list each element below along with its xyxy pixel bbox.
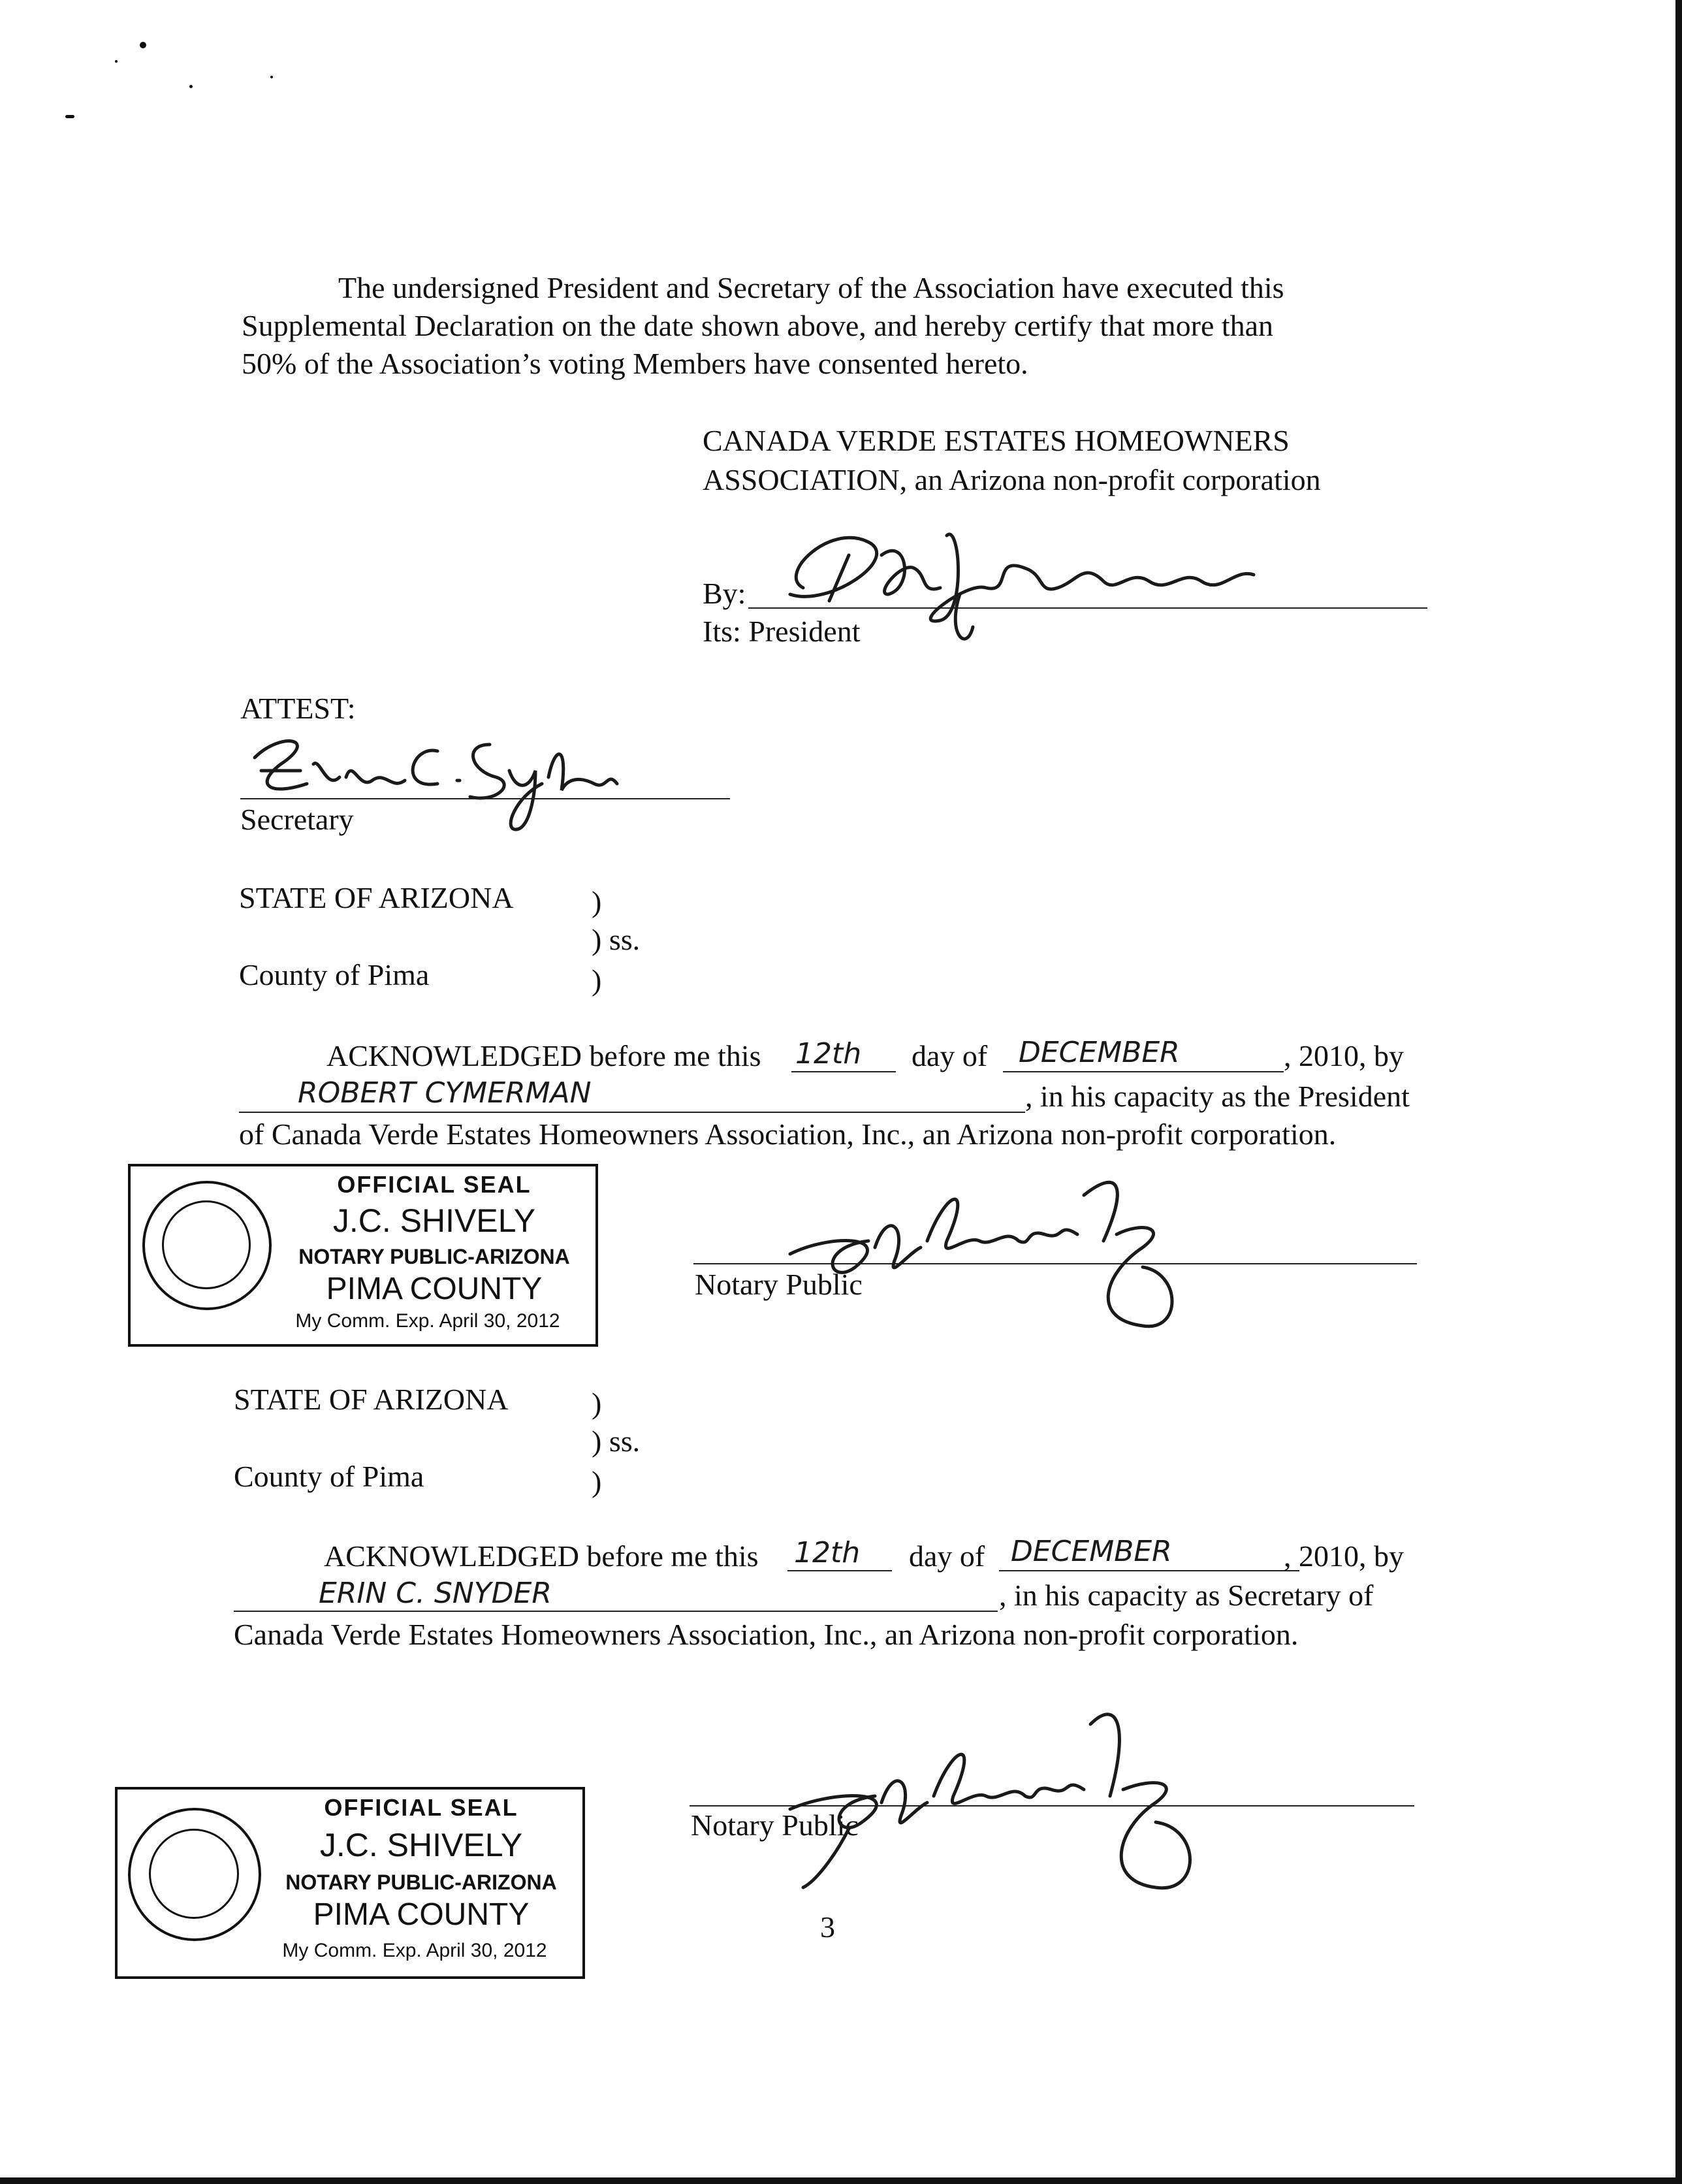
seal-notary-name: J.C. SHIVELY (319, 1827, 523, 1863)
by-label: By: (703, 577, 746, 610)
name-blank-1 (239, 1112, 1025, 1113)
seal-notary-public: NOTARY PUBLIC-ARIZONA (285, 1871, 557, 1894)
intro-line-2: Supplemental Declaration on the date shown above, and hereby certify that more than (242, 309, 1274, 342)
day-blank-1 (791, 1071, 896, 1072)
name-handwritten-2: ERIN C. SNYDER (319, 1577, 552, 1610)
notary-seal-1 (128, 1164, 598, 1347)
county-of-pima-1: County of Pima (239, 958, 430, 991)
day-handwritten-1: 12th (795, 1037, 862, 1070)
ack-prefix-2: ACKNOWLEDGED before me this (324, 1539, 759, 1573)
paren-top-1: ) (592, 885, 602, 918)
page-number: 3 (820, 1910, 835, 1944)
state-seal-emblem (142, 1181, 272, 1310)
association-name-line-2: ASSOCIATION, an Arizona non-profit corporation (703, 463, 1321, 496)
day-of-2: day of (909, 1539, 985, 1573)
scan-speck (65, 115, 74, 118)
notary-seal-2 (115, 1787, 585, 1979)
name-handwritten-1: ROBERT CYMERMAN (298, 1076, 592, 1110)
notary-public-label-1: Notary Public (695, 1268, 863, 1301)
ack-prefix-1: ACKNOWLEDGED before me this (326, 1039, 761, 1072)
notary-public-label-2: Notary Public (691, 1808, 859, 1842)
month-blank-2 (999, 1570, 1299, 1571)
notary-signature-1 (777, 1169, 1195, 1339)
state-seal-emblem (128, 1808, 261, 1941)
seal-county: PIMA COUNTY (326, 1272, 543, 1306)
paren-top-2: ) (592, 1387, 602, 1420)
intro-line-1: The undersigned President and Secretary of the Association have executed this (338, 271, 1284, 304)
scan-edge-bottom (0, 2177, 1682, 2184)
its-president-label: Its: President (703, 615, 861, 648)
seal-commission-expiry: My Comm. Exp. April 30, 2012 (282, 1940, 547, 1961)
paren-bottom-1: ) (592, 963, 602, 997)
month-blank-1 (1003, 1071, 1284, 1072)
name-blank-2 (234, 1611, 998, 1612)
scan-speck (189, 85, 193, 88)
closing-2: Canada Verde Estates Homeowners Association, Inc., an Arizona non-profit corporation. (234, 1618, 1299, 1651)
association-name-line-1: CANADA VERDE ESTATES HOMEOWNERS (703, 424, 1290, 457)
seal-notary-name: J.C. SHIVELY (332, 1202, 536, 1239)
state-of-arizona-1: STATE OF ARIZONA (239, 881, 514, 914)
seal-title: OFFICIAL SEAL (324, 1794, 518, 1821)
paren-bottom-2: ) (592, 1465, 602, 1498)
ss-label-2: ) ss. (592, 1424, 641, 1458)
county-of-pima-2: County of Pima (234, 1460, 424, 1493)
scan-edge-right (1675, 0, 1682, 2184)
secretary-label: Secretary (240, 803, 354, 836)
day-of-1: day of (912, 1039, 988, 1072)
president-signature (751, 496, 1299, 660)
capacity-2: , in his capacity as Secretary of (999, 1579, 1374, 1612)
notary-signature-2 (777, 1698, 1234, 1894)
attest-label: ATTEST: (240, 692, 356, 725)
closing-1: of Canada Verde Estates Homeowners Association, Inc., an Arizona non-profit corporation. (239, 1117, 1337, 1151)
year-by-1: , 2010, by (1284, 1039, 1404, 1072)
seal-title: OFFICIAL SEAL (337, 1171, 532, 1198)
day-blank-2 (787, 1570, 892, 1571)
year-by-2: , 2010, by (1284, 1539, 1404, 1573)
seal-notary-public: NOTARY PUBLIC-ARIZONA (298, 1245, 570, 1268)
seal-commission-expiry: My Comm. Exp. April 30, 2012 (295, 1310, 560, 1332)
ss-label-1: ) ss. (592, 923, 641, 956)
scan-speck (115, 60, 118, 63)
state-of-arizona-2: STATE OF ARIZONA (234, 1383, 509, 1416)
month-handwritten-1: DECEMBER (1019, 1036, 1180, 1069)
seal-county: PIMA COUNTY (313, 1897, 530, 1932)
intro-line-3: 50% of the Association’s voting Members have consented hereto. (242, 347, 1028, 380)
capacity-1: , in his capacity as the President (1025, 1080, 1410, 1113)
month-handwritten-2: DECEMBER (1011, 1535, 1172, 1568)
scan-speck (270, 76, 273, 78)
day-handwritten-2: 12th (794, 1536, 861, 1569)
secretary-signature-line (240, 798, 730, 799)
scan-speck (140, 42, 146, 48)
